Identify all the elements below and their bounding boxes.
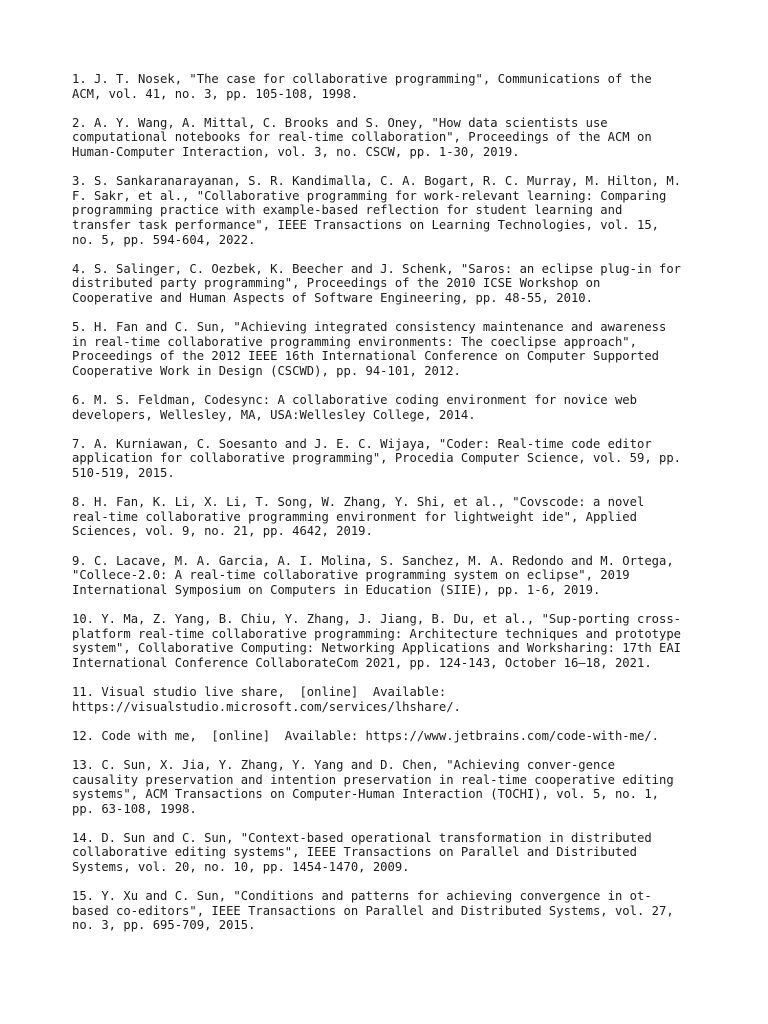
reference-item: 12. Code with me, [online] Available: https://www.jetbrains.com/code-with-me/. [72, 728, 659, 743]
reference-item: 6. M. S. Feldman, Codesync: A collaborative coding environment for novice web developers, Wellesley, MA, USA:Wellesley College, 2014. [72, 393, 637, 422]
reference-item: 8. H. Fan, K. Li, X. Li, T. Song, W. Zhang, Y. Shi, et al., "Covscode: a novel real-time collaborative programming environment for lightweight ide", Applied Sciences, vol. 9, no. 21, pp. 4642, 2019. [72, 495, 645, 539]
reference-item: 11. Visual studio live share, [online] Available: https://visualstudio.microsoft.com/services/lhshare/. [72, 684, 461, 714]
reference-list [72, 72, 702, 948]
reference-item: 14. D. Sun and C. Sun, "Context-based operational transformation in distributed collaborative editing systems", IEEE Transactions on Parallel and Distributed Systems, vol. 20, no. 10, pp. 1454-1470, 2009. [72, 830, 652, 875]
reference-item: 10. Y. Ma, Z. Yang, B. Chiu, Y. Zhang, J. Jiang, B. Du, et al., "Sup-porting cross- platform real-time collaborative programming: Architecture techniques and prototype system", Collaborative Computing: Networking Applications and Worksharing: 17th EAI International Conference CollaborateCom 2021, pp. 124-143, October 16–18, 2021. [72, 611, 682, 670]
reference-item: 7. A. Kurniawan, C. Soesanto and J. E. C. Wijaya, "Coder: Real-time code editor application for collaborative programming", Procedia Computer Science, vol. 59, pp. 510-519, 2015. [72, 436, 682, 481]
reference-item: 1. J. T. Nosek, "The case for collaborative programming", Communications of the ACM, vol. 41, no. 3, pp. 105-108, 1998. [72, 72, 652, 101]
reference-item: 9. C. Lacave, M. A. Garcia, A. I. Molina, S. Sanchez, M. A. Redondo and M. Ortega, "Collece-2.0: A real-time collaborative programming system on eclipse", 2019 International Symposium on Computers in Education (SIIE), pp. 1-6, 2019. [72, 553, 674, 597]
reference-item: 13. C. Sun, X. Jia, Y. Zhang, Y. Yang and D. Chen, "Achieving conver-gence causality preservation and intention preservation in real-time cooperative editing systems", ACM Transactions on Computer-Human Interaction (TOCHI), vol. 5, no. 1, pp. 63-108, 1998. [72, 757, 674, 816]
reference-item: 3. S. Sankaranarayanan, S. R. Kandimalla, C. A. Bogart, R. C. Murray, M. Hilton, M. F. Sakr, et al., "Collaborative programming for work-relevant learning: Comparing programming practice with example-based reflection for student learning and transfer task performance", IEEE Transactions on Learning Technologies, vol. 15, no. 5, pp. 594-604, 2022. [72, 174, 682, 247]
reference-item: 15. Y. Xu and C. Sun, "Conditions and patterns for achieving convergence in ot- based co-editors", IEEE Transactions on Parallel and Distributed Systems, vol. 27, no. 3, pp. 695-709, 2015. [72, 889, 674, 933]
reference-item: 5. H. Fan and C. Sun, "Achieving integrated consistency maintenance and awareness in real-time collaborative programming environments: The coeclipse approach", Proceedings of the 2012 IEEE 16th International Conference on Computer Supported Cooperative Work in Design (CSCWD), pp. 94-101, 2012. [72, 320, 667, 378]
reference-item: 4. S. Salinger, C. Oezbek, K. Beecher and J. Schenk, "Saros: an eclipse plug-in for distributed party programming", Proceedings of the 2010 ICSE Workshop on Cooperative and Human Aspects of Software Engineering, pp. 48-55, 2010. [72, 261, 682, 305]
reference-item: 2. A. Y. Wang, A. Mittal, C. Brooks and S. Oney, "How data scientists use computational notebooks for real-time collaboration", Proceedings of the ACM on Human-Computer Interaction, vol. 3, no. CSCW, pp. 1-30, 2019. [72, 115, 652, 159]
